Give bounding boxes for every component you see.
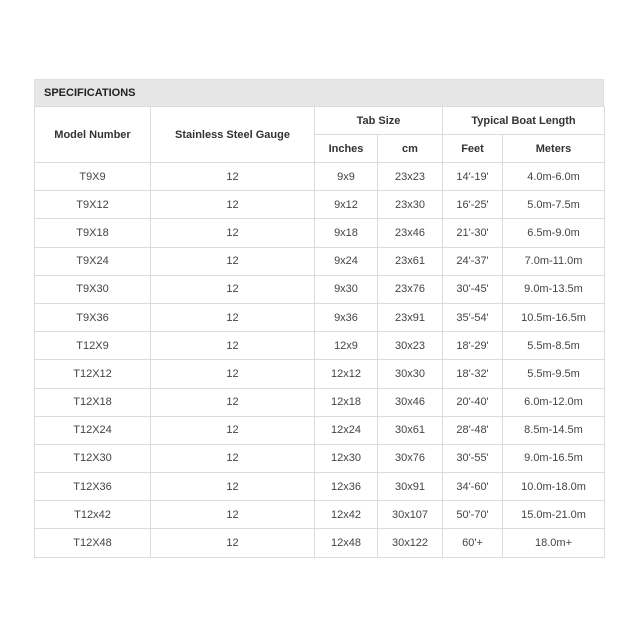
cell-cm: 23x91 (378, 303, 443, 331)
cell-model: T9X18 (35, 219, 151, 247)
cell-feet: 50'-70' (443, 501, 503, 529)
cell-inches: 12x30 (315, 444, 378, 472)
table-row (35, 529, 605, 557)
cell-gauge: 12 (151, 219, 315, 247)
table-row (35, 303, 605, 331)
cell-meters: 9.0m-16.5m (503, 444, 605, 472)
cell-model: T12X30 (35, 444, 151, 472)
table-row (35, 416, 605, 444)
header-stainless-steel-gauge: Stainless Steel Gauge (151, 107, 315, 163)
cell-model: T12X36 (35, 473, 151, 501)
cell-inches: 12x48 (315, 529, 378, 557)
cell-cm: 30x107 (378, 501, 443, 529)
table-row (35, 247, 605, 275)
cell-feet: 20'-40' (443, 388, 503, 416)
table-row (35, 191, 605, 219)
cell-gauge: 12 (151, 163, 315, 191)
cell-meters: 5.5m-8.5m (503, 332, 605, 360)
cell-meters: 5.0m-7.5m (503, 191, 605, 219)
cell-gauge: 12 (151, 473, 315, 501)
cell-feet: 18'-29' (443, 332, 503, 360)
cell-inches: 9x18 (315, 219, 378, 247)
cell-cm: 23x46 (378, 219, 443, 247)
cell-model: T9X30 (35, 275, 151, 303)
header-row-top (35, 107, 605, 135)
cell-meters: 6.5m-9.0m (503, 219, 605, 247)
cell-meters: 10.5m-16.5m (503, 303, 605, 331)
table-row (35, 219, 605, 247)
table-row (35, 388, 605, 416)
cell-gauge: 12 (151, 529, 315, 557)
cell-feet: 14'-19' (443, 163, 503, 191)
cell-feet: 30'-55' (443, 444, 503, 472)
cell-cm: 30x30 (378, 360, 443, 388)
cell-cm: 30x23 (378, 332, 443, 360)
cell-inches: 12x42 (315, 501, 378, 529)
cell-feet: 16'-25' (443, 191, 503, 219)
cell-cm: 30x46 (378, 388, 443, 416)
header-meters: Meters (503, 135, 605, 163)
cell-meters: 8.5m-14.5m (503, 416, 605, 444)
specifications-table (34, 106, 605, 558)
cell-meters: 6.0m-12.0m (503, 388, 605, 416)
cell-inches: 12x24 (315, 416, 378, 444)
cell-inches: 9x36 (315, 303, 378, 331)
cell-feet: 28'-48' (443, 416, 503, 444)
table-row (35, 275, 605, 303)
cell-meters: 4.0m-6.0m (503, 163, 605, 191)
cell-meters: 9.0m-13.5m (503, 275, 605, 303)
table-row (35, 501, 605, 529)
table-row (35, 444, 605, 472)
cell-inches: 9x9 (315, 163, 378, 191)
table-row (35, 473, 605, 501)
cell-feet: 24'-37' (443, 247, 503, 275)
cell-gauge: 12 (151, 501, 315, 529)
cell-gauge: 12 (151, 303, 315, 331)
cell-inches: 9x12 (315, 191, 378, 219)
cell-feet: 60'+ (443, 529, 503, 557)
cell-feet: 35'-54' (443, 303, 503, 331)
cell-gauge: 12 (151, 360, 315, 388)
header-feet: Feet (443, 135, 503, 163)
cell-model: T12x42 (35, 501, 151, 529)
cell-model: T12X48 (35, 529, 151, 557)
cell-model: T12X12 (35, 360, 151, 388)
table-row (35, 163, 605, 191)
cell-inches: 12x12 (315, 360, 378, 388)
cell-model: T9X12 (35, 191, 151, 219)
cell-cm: 30x61 (378, 416, 443, 444)
cell-gauge: 12 (151, 444, 315, 472)
specifications-panel (34, 79, 604, 558)
cell-gauge: 12 (151, 275, 315, 303)
cell-cm: 23x30 (378, 191, 443, 219)
cell-model: T9X24 (35, 247, 151, 275)
cell-model: T12X9 (35, 332, 151, 360)
cell-meters: 15.0m-21.0m (503, 501, 605, 529)
cell-cm: 30x76 (378, 444, 443, 472)
cell-model: T9X36 (35, 303, 151, 331)
cell-cm: 30x91 (378, 473, 443, 501)
table-row (35, 360, 605, 388)
cell-cm: 23x23 (378, 163, 443, 191)
header-inches: Inches (315, 135, 378, 163)
cell-gauge: 12 (151, 247, 315, 275)
cell-feet: 18'-32' (443, 360, 503, 388)
header-tab-size: Tab Size (315, 107, 443, 135)
cell-meters: 5.5m-9.5m (503, 360, 605, 388)
header-cm: cm (378, 135, 443, 163)
cell-cm: 23x76 (378, 275, 443, 303)
cell-gauge: 12 (151, 416, 315, 444)
cell-feet: 30'-45' (443, 275, 503, 303)
cell-model: T12X18 (35, 388, 151, 416)
cell-meters: 10.0m-18.0m (503, 473, 605, 501)
cell-inches: 12x36 (315, 473, 378, 501)
cell-feet: 21'-30' (443, 219, 503, 247)
cell-inches: 9x30 (315, 275, 378, 303)
cell-gauge: 12 (151, 332, 315, 360)
table-row (35, 332, 605, 360)
table-body (35, 163, 605, 558)
cell-cm: 23x61 (378, 247, 443, 275)
cell-inches: 12x18 (315, 388, 378, 416)
cell-gauge: 12 (151, 388, 315, 416)
cell-meters: 18.0m+ (503, 529, 605, 557)
cell-inches: 9x24 (315, 247, 378, 275)
cell-feet: 34'-60' (443, 473, 503, 501)
specifications-title: SPECIFICATIONS (34, 79, 604, 106)
cell-gauge: 12 (151, 191, 315, 219)
header-typical-boat-length: Typical Boat Length (443, 107, 605, 135)
cell-meters: 7.0m-11.0m (503, 247, 605, 275)
cell-inches: 12x9 (315, 332, 378, 360)
cell-cm: 30x122 (378, 529, 443, 557)
cell-model: T12X24 (35, 416, 151, 444)
cell-model: T9X9 (35, 163, 151, 191)
header-model-number: Model Number (35, 107, 151, 163)
